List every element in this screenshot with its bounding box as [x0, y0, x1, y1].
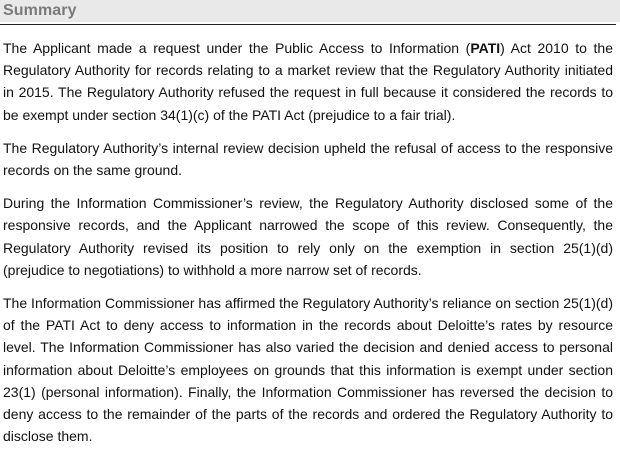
paragraph-commissioner-review: During the Information Commissioner’s review, the Regulatory Authority disclosed some of the responsive records, and the Applicant narrowed the scope of this review. Consequently, the Regulatory Authority revised its position to rely only on the exemption in section 25(1)(d) (prejudice to negotiations) to withhold a more narrow set of records. — [3, 195, 613, 278]
section-heading: Summary — [3, 2, 77, 19]
section-heading-background — [0, 0, 620, 22]
paragraph-request-text-start: The Applicant made a request under the Public Access to Information ( — [3, 40, 471, 56]
paragraph-request — [3, 37, 613, 126]
paragraph-internal-review: The Regulatory Authority’s internal review decision upheld the refusal of access to the responsive records on the same ground. — [3, 139, 613, 179]
paragraph-decision: The Information Commissioner has affirmed the Regulatory Authority’s reliance on section 25(1)(d) of the PATI Act to deny access to information in the records about Deloitte’s rates by resource level. The Information Commissioner has also varied the decision and denied access to personal information about Deloitte’s employees on grounds that this information is exempt under section 23(1) (personal information). Finally, the Information Commissioner has reversed the decision to deny access to the remainder of the parts of the records and ordered the Regulatory Authority to disclose them. — [3, 295, 613, 445]
heading-divider — [0, 24, 616, 25]
paragraph-request-text-end: ) Act 2010 to the Regulatory Authority for records relating to a market review that the Regulatory Authority initiated in 2015. The Regulatory Authority refused the request in full because it considered the records to be exempt under section 34(1)(c) of the PATI Act (prejudice to a fair trial). — [3, 40, 613, 123]
pati-abbreviation: PATI — [470, 40, 501, 56]
summary-body — [3, 37, 613, 458]
